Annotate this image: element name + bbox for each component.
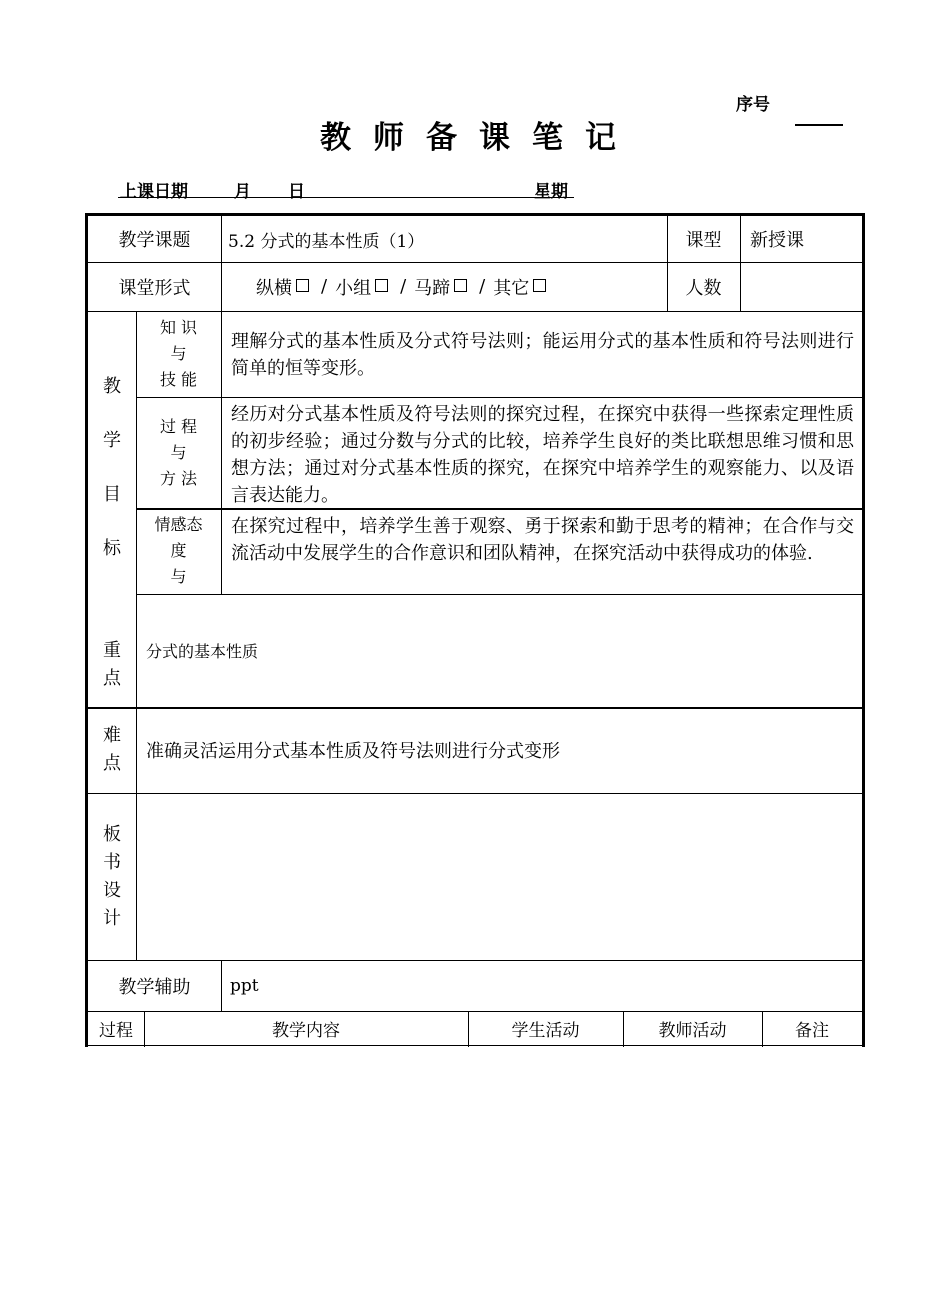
option-zongheng-label: 纵横 [256, 277, 292, 299]
student-count-value[interactable] [750, 262, 860, 311]
day-label: 日 [288, 182, 305, 202]
process-text[interactable]: 经历对分式基本性质及符号法则的探究过程，在探究中获得一些探索定理性质的初步经验；通过分数与分式的比较，培养学生良好的类比联想思维习惯和思想方法；通过对分式基本性质的探究，在探究中培养学生的观察能力、以及语言表达能力。 [231, 404, 854, 506]
page-title: 教师备课笔记 [320, 120, 638, 156]
key-point-label: 重 点 [103, 640, 121, 689]
knowledge-label: 知 识 与 技 能 [159, 318, 198, 389]
separator: / [400, 276, 407, 297]
board-design-label: 板 书 设 计 [103, 823, 121, 929]
class-form-options [256, 262, 666, 311]
option-other-checkbox[interactable] [533, 279, 546, 292]
option-other-label: 其它 [493, 277, 530, 299]
student-count-label: 人数 [685, 277, 722, 299]
topic-value[interactable]: 5.2 分式的基本性质（1） [228, 231, 425, 252]
serial-label: 序号 [736, 95, 770, 115]
emotion-text[interactable]: 在探究过程中，培养学生善于观察、勇于探索和勤于思考的精神；在合作与交流活动中发展学生的合作意识和团队精神，在探究活动中获得成功的体验. [231, 516, 854, 564]
date-label: 上课日期 [120, 182, 188, 202]
option-zongheng-checkbox[interactable] [296, 279, 309, 292]
col-content: 教学内容 [272, 1021, 340, 1041]
month-label: 月 [234, 182, 251, 202]
difficulty-label: 难 点 [103, 725, 121, 774]
aids-value[interactable]: ppt [230, 975, 259, 996]
option-group-label: 小组 [335, 277, 372, 299]
class-form-label: 课堂形式 [118, 277, 191, 299]
option-horseshoe-label: 马蹄 [414, 277, 451, 299]
knowledge-text[interactable]: 理解分式的基本性质及分式符号法则；能运用分式的基本性质和符号法则进行简单的恒等变形。 [231, 331, 854, 379]
weekday-label: 星期 [534, 182, 568, 202]
process-label: 过 程 与 方 法 [159, 416, 198, 488]
option-horseshoe-checkbox[interactable] [454, 279, 467, 292]
col-remarks: 备注 [795, 1021, 829, 1041]
topic-label: 教学课题 [118, 230, 191, 251]
option-group-checkbox[interactable] [375, 279, 388, 292]
col-student-activity: 学生活动 [511, 1021, 580, 1041]
aids-label: 教学辅助 [118, 976, 191, 998]
emotion-label: 情感态 度 与 [154, 515, 203, 586]
col-process: 过程 [99, 1021, 133, 1041]
col-teacher-activity: 教师活动 [658, 1021, 727, 1041]
key-point-text[interactable]: 分式的基本性质 [146, 642, 259, 661]
separator: / [479, 276, 486, 297]
date-line [118, 175, 574, 202]
board-design-area[interactable] [146, 793, 846, 960]
lesson-type-value[interactable]: 新授课 [750, 230, 804, 251]
objectives-label: 教 学 目 标 [103, 376, 121, 559]
lesson-type-label: 课型 [685, 230, 722, 251]
lesson-plan-table [85, 213, 865, 1047]
separator: / [321, 276, 328, 297]
difficulty-text[interactable]: 准确灵活运用分式基本性质及符号法则进行分式变形 [146, 741, 560, 762]
